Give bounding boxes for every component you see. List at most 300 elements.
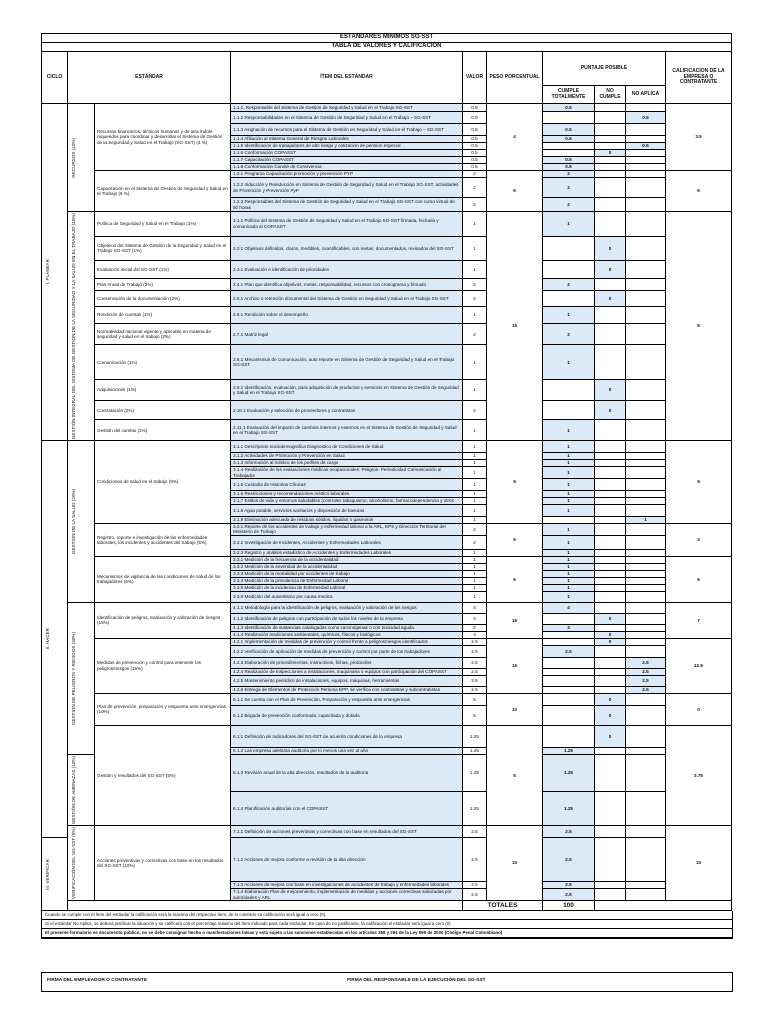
header-item: ÍTEM DEL ESTÁNDAR bbox=[231, 52, 463, 104]
no-aplica-value bbox=[626, 345, 666, 380]
table-row bbox=[42, 236, 732, 261]
item-valor: 0.5 bbox=[463, 157, 487, 164]
cumple-value: 1 bbox=[543, 584, 595, 591]
table-row bbox=[42, 524, 732, 536]
item-text: 1.2.3 Responsables del Sistema de Gestión de Seguridad y Salud en el Trabajo SG-SST con curso virtual de 50 horas bbox=[231, 198, 463, 212]
cumple-value: 1.25 bbox=[543, 754, 595, 791]
item-valor: 1 bbox=[463, 570, 487, 577]
item-valor: 5 bbox=[463, 705, 487, 725]
no-aplica-value bbox=[626, 535, 666, 549]
item-text: 6.1.2 Las empresa adelanta auditoría por lo menos una vez al año bbox=[231, 747, 463, 754]
area-label: VERIFICACIÓN DEL SG-SST (5%) bbox=[71, 826, 76, 899]
item-text: 3.3.6 Medición del ausentismo por causa medica bbox=[231, 591, 463, 602]
no-cumple-value bbox=[595, 441, 626, 453]
item-text: 3.3.1 Medición de la frecuencia de la accidentalidad bbox=[231, 556, 463, 563]
no-cumple-value bbox=[595, 104, 626, 112]
cumple-value bbox=[543, 143, 595, 150]
no-cumple-value bbox=[595, 517, 626, 524]
no-aplica-value bbox=[626, 754, 666, 791]
item-valor: 2.5 bbox=[463, 638, 487, 645]
no-cumple-value bbox=[595, 178, 626, 198]
no-cumple-value bbox=[595, 136, 626, 143]
form-title: ESTÁNDARES MÍNIMOS SG-SST bbox=[42, 34, 732, 43]
no-aplica-value bbox=[626, 825, 666, 837]
standard-name: Mecanismos de vigilancia de las condiciones de salud de los trabajadores (6%) bbox=[95, 556, 231, 602]
no-aplica-value bbox=[626, 198, 666, 212]
cumple-value bbox=[543, 638, 595, 645]
item-valor: 0.5 bbox=[463, 143, 487, 150]
area-label: GESTIÓN INTEGRAL DEL SISTEMA DE GESTIÓN DE LA SEGURIDAD Y LA SALUD EN EL TRABAJO (15%) bbox=[71, 213, 76, 440]
cumple-value bbox=[543, 517, 595, 524]
cumple-value: 1 bbox=[543, 498, 595, 505]
item-valor: 1 bbox=[463, 584, 487, 591]
item-valor: 0.5 bbox=[463, 136, 487, 143]
item-text: 3.2.2 Investigación de Incidentes, Accidentes y Enfermedades Laborales bbox=[231, 535, 463, 549]
notes bbox=[41, 911, 733, 939]
cumple-value: 2 bbox=[543, 171, 595, 178]
item-text: 4.1.3 Identificación de sustancias catalogadas como carcinógenas o con toxicidad aguda. bbox=[231, 624, 463, 631]
no-cumple-value bbox=[595, 164, 626, 171]
no-aplica-value bbox=[626, 563, 666, 570]
no-aplica-value bbox=[626, 613, 666, 624]
item-valor: 1 bbox=[463, 460, 487, 467]
no-cumple-value: 0 bbox=[595, 236, 626, 261]
standard-name: Normatividad nacional vigente y aplicable en materia de seguridad y salud en el trabajo (2%) bbox=[95, 324, 231, 345]
item-valor: 2 bbox=[463, 171, 487, 178]
item-valor: 4 bbox=[463, 602, 487, 613]
no-aplica-value bbox=[626, 178, 666, 198]
item-text: 3.1.8 Agua potable, servicios sanitarios y disposición de basuras bbox=[231, 505, 463, 517]
item-text: 3.1.2 Actividades de Promoción y Prevención en Salud bbox=[231, 453, 463, 460]
item-valor: 1 bbox=[463, 498, 487, 505]
cumple-value: 1 bbox=[543, 453, 595, 460]
cumple-value: 1 bbox=[543, 535, 595, 549]
ciclo-label: II. HACER bbox=[45, 628, 50, 650]
no-aplica-value bbox=[626, 380, 666, 401]
no-aplica-value bbox=[626, 124, 666, 136]
table-row bbox=[42, 441, 732, 453]
no-cumple-value: 0 bbox=[595, 613, 626, 624]
item-text: 5.1.1 Se cuenta con el Plan de Prevención, Preparación y respuesta ante emergencias bbox=[231, 693, 463, 705]
area-label: GESTIÓN DE LA SALUD (20%) bbox=[71, 488, 76, 555]
item-text: 1.1.2 Responsabilidades en el Sistema de Gestión de Seguridad y Salud en el Trabajo – SG-SST bbox=[231, 112, 463, 124]
cumple-value: 2 bbox=[543, 178, 595, 198]
item-valor: 3 bbox=[463, 624, 487, 631]
no-cumple-value bbox=[595, 467, 626, 479]
no-cumple-value bbox=[595, 549, 626, 556]
note-cumple: Cuando se cumple con el ítem del estándar la calificación será la máxima del respectivo ítem, de lo contrario su calificación será igual a cero (0). bbox=[42, 911, 732, 920]
header-peso: PESO PORCENTUAL bbox=[487, 52, 543, 104]
totals-row bbox=[42, 900, 732, 910]
sgsst-form bbox=[41, 33, 731, 939]
no-cumple-value: 0 bbox=[595, 725, 626, 747]
item-valor: 2 bbox=[463, 324, 487, 345]
no-aplica-value bbox=[626, 645, 666, 657]
item-text: 3.2.3 Registro y análisis estadístico de Accidentes y Enfermedades Laborales bbox=[231, 549, 463, 556]
item-valor: 1.25 bbox=[463, 754, 487, 791]
standard-name: Recursos financieros, técnicos humanos y de otra índole requeridos para coordinar y desarrollar el Sistema de Gestión de la Seguridad y Salud en el Trabajo (SG-SST) (4 %) bbox=[95, 104, 231, 171]
item-text: 2.6.1 Rendición sobre el desempeño bbox=[231, 306, 463, 324]
cumple-value bbox=[543, 112, 595, 124]
no-cumple-value bbox=[595, 668, 626, 675]
no-cumple-value bbox=[595, 324, 626, 345]
table-row bbox=[42, 345, 732, 380]
item-text: 5.1.2 Brigada de prevención conformada, capacitada y dotada bbox=[231, 705, 463, 725]
no-aplica-value bbox=[626, 420, 666, 441]
item-valor: 2 bbox=[463, 178, 487, 198]
no-aplica-value bbox=[626, 791, 666, 825]
standard-name: Política de Seguridad y Salud en el Trabajo (1%) bbox=[95, 212, 231, 237]
header-estandar: ESTÁNDAR bbox=[68, 52, 231, 104]
peso-porcentual: 15 bbox=[487, 212, 543, 441]
no-aplica-value: 0.5 bbox=[626, 112, 666, 124]
header-valor: VALOR bbox=[463, 52, 487, 104]
standard-name: Acciones preventivas y correctivas con base en los resultados del SG-SST (10%) bbox=[95, 825, 231, 900]
item-text: 3.3.2 Medición de la severidad de la accidentalidad bbox=[231, 563, 463, 570]
totals-peso: 100 bbox=[543, 900, 595, 910]
item-text: 1.1.4 Afiliación al Sistema General de Riesgos Laborales bbox=[231, 136, 463, 143]
standard-name: Evaluación inicial del SG-SST (1%) bbox=[95, 261, 231, 279]
area-cell bbox=[68, 104, 95, 212]
no-aplica-value bbox=[626, 212, 666, 237]
no-aplica-value bbox=[626, 278, 666, 290]
table-row bbox=[42, 212, 732, 237]
no-cumple-value bbox=[595, 124, 626, 136]
item-text: 7.1.1 Definición de acciones preventivas y correctivas con base en resultados del SG-SST bbox=[231, 825, 463, 837]
standard-name: Condiciones de salud en el trabajo (9%) bbox=[95, 441, 231, 524]
calificacion-value: 3.5 bbox=[666, 104, 732, 171]
item-text: 3.1.4 Realización de los evaluaciones médicas ocupacionales: Peligros- Periodicidad Comunicación al Trabajador bbox=[231, 467, 463, 479]
item-valor: 0.5 bbox=[463, 164, 487, 171]
totals-blank bbox=[68, 900, 463, 910]
item-valor: 1.25 bbox=[463, 791, 487, 825]
no-cumple-value bbox=[595, 889, 626, 901]
table-row bbox=[42, 420, 732, 441]
no-cumple-value bbox=[595, 453, 626, 460]
item-valor: 4 bbox=[463, 613, 487, 624]
item-text: 2.5.1 Archivo o retención documental del Sistema de Gestión en Seguridad y Salud en el Trabajo SG-SST bbox=[231, 291, 463, 307]
totals-label: TOTALES bbox=[463, 900, 543, 910]
cumple-value: 1 bbox=[543, 460, 595, 467]
no-aplica-value bbox=[626, 157, 666, 164]
no-aplica-value: 2.5 bbox=[626, 686, 666, 693]
cumple-value bbox=[543, 631, 595, 638]
signature-row bbox=[41, 972, 733, 992]
item-text: 2.10.1 Evaluación y selección de proveedores y contratistas bbox=[231, 401, 463, 420]
no-aplica-value bbox=[626, 556, 666, 563]
no-aplica-value bbox=[626, 491, 666, 498]
no-aplica-value bbox=[626, 638, 666, 645]
no-cumple-value bbox=[595, 791, 626, 825]
item-text: 3.2.1 Reporte de los accidentes de trabajo y enfermedad laboral a la ARL, EPS y Dirección Territorial del Ministerio de Trabajo bbox=[231, 524, 463, 536]
item-text: 2.4.1 Plan que identifica objetivos, metas, responsabilidad, recursos con cronograma y firmado bbox=[231, 278, 463, 290]
no-cumple-value bbox=[595, 657, 626, 668]
item-text: 3.3.3 Medición de la mortalidad por accidentes de trabajo bbox=[231, 570, 463, 577]
item-text: 1.1.6 Conformación COPASST bbox=[231, 150, 463, 157]
cumple-value bbox=[543, 693, 595, 705]
no-aplica-value bbox=[626, 324, 666, 345]
note-legal: El presente formulario es documento público, no se debe consignar hecho o manifestaciones falsas y está sujeto a las sanciones establecidas en los artículos 288 y 294 de la Ley 599 de 2000 (Código Penal Colombiano) bbox=[42, 929, 732, 938]
no-aplica-value bbox=[626, 747, 666, 754]
no-aplica-value bbox=[626, 498, 666, 505]
cumple-value bbox=[543, 725, 595, 747]
item-text: 4.2.2 Verificación de aplicación de medidas de prevención y control por parte de los trabajadores bbox=[231, 645, 463, 657]
no-cumple-value bbox=[595, 645, 626, 657]
cumple-value bbox=[543, 150, 595, 157]
cumple-value: 1 bbox=[543, 441, 595, 453]
no-cumple-value bbox=[595, 498, 626, 505]
item-valor: 1.25 bbox=[463, 725, 487, 747]
standard-name: Identificación de peligros, evaluación y valoración de riesgos (15%) bbox=[95, 602, 231, 638]
no-aplica-value bbox=[626, 479, 666, 491]
item-text: 2.8.1 Mecanismos de comunicación, auto reporte en Sistema de Gestión de Seguridad y Salud en el Trabajo SG-SST bbox=[231, 345, 463, 380]
standard-name: Capacitación en el Sistema de Gestión de Seguridad y Salud en el Trabajo (6 %) bbox=[95, 171, 231, 212]
no-aplica-value bbox=[626, 591, 666, 602]
cumple-value: 1.25 bbox=[543, 791, 595, 825]
item-text: 3.1.6 Restricciones y recomendaciones médico laborales bbox=[231, 491, 463, 498]
cumple-value bbox=[543, 236, 595, 261]
no-aplica-value: 2.5 bbox=[626, 657, 666, 668]
cumple-value: 2.5 bbox=[543, 882, 595, 889]
item-text: 1.1.1. Responsable del Sistema de Gestión de Seguridad y Salud en el Trabajo SG-SST bbox=[231, 104, 463, 112]
no-cumple-value: 0 bbox=[595, 705, 626, 725]
no-aplica-value bbox=[626, 401, 666, 420]
item-text: 1.2.2 Inducción y Reinducción en Sistema de Gestión de Seguridad y Salud en el Trabajo SG-SST, actividades de Promoción y Prevención PyP bbox=[231, 178, 463, 198]
table-row bbox=[42, 602, 732, 613]
no-aplica-value: 2.5 bbox=[626, 668, 666, 675]
table-row bbox=[42, 825, 732, 837]
no-cumple-value bbox=[595, 570, 626, 577]
item-valor: 2.5 bbox=[463, 645, 487, 657]
header-cumple: CUMPLE TOTALMENTE bbox=[543, 86, 595, 104]
calificacion-value: 6 bbox=[666, 171, 732, 212]
cumple-value: 2 bbox=[543, 278, 595, 290]
no-aplica-value: 1 bbox=[626, 517, 666, 524]
item-text: 3.1.1 Descripcion sociodemografica Diagnostico de Condiciones de Salud bbox=[231, 441, 463, 453]
item-valor: 2 bbox=[463, 291, 487, 307]
cumple-value: 0.5 bbox=[543, 124, 595, 136]
item-text: 6.1.3 Revisión anual de la alta dirección, resultados de la auditoría bbox=[231, 754, 463, 791]
no-aplica-value: 2.5 bbox=[626, 675, 666, 686]
header-calificacion: CALIFICACION DE LA EMPRESA O CONTRATANTE bbox=[666, 52, 732, 104]
no-cumple-value bbox=[595, 112, 626, 124]
header-no-aplica: NO APLICA bbox=[626, 86, 666, 104]
no-aplica-value bbox=[626, 291, 666, 307]
calificacion-value: 0 bbox=[666, 693, 732, 725]
no-cumple-value: 0 bbox=[595, 261, 626, 279]
item-valor: 1 bbox=[463, 306, 487, 324]
item-valor: 2.5 bbox=[463, 668, 487, 675]
item-valor: 2.5 bbox=[463, 837, 487, 881]
cumple-value bbox=[543, 657, 595, 668]
totals-blank-2 bbox=[595, 900, 732, 910]
cumple-value: 1 bbox=[543, 577, 595, 584]
calificacion-value: 6 bbox=[666, 556, 732, 602]
item-valor: 5 bbox=[463, 693, 487, 705]
no-cumple-value: 0 bbox=[595, 693, 626, 705]
no-aplica-value bbox=[626, 602, 666, 613]
standard-name: Rendición de cuentas (1%) bbox=[95, 306, 231, 324]
cumple-value bbox=[543, 705, 595, 725]
item-text: 2.9.1 Identificación, evaluación, para adquisición de productos y servicios en Sistema de Gestión de Seguridad y Salud en el Trabajo SG-SST bbox=[231, 380, 463, 401]
item-text: 3.1.7 Estilos de vida y entornos saludables (controles tabaquismo, alcoholismo, farmacodependencia y otros bbox=[231, 498, 463, 505]
ciclo-label: III. VERIFICAR bbox=[45, 858, 50, 890]
cumple-value: 4 bbox=[543, 602, 595, 613]
item-text: 6.1.4 Planificación auditorías con el COPASST bbox=[231, 791, 463, 825]
cumple-value: 1.25 bbox=[543, 747, 595, 754]
standard-name: Plan Anual de Trabajo (2%) bbox=[95, 278, 231, 290]
item-text: 1.1.3 Asignación de recursos para el Sistema de Gestión en Seguridad y Salud en el Trabajo – SG-SST bbox=[231, 124, 463, 136]
item-valor: 1 bbox=[463, 591, 487, 602]
no-aplica-value: 0.5 bbox=[626, 143, 666, 150]
standards-table bbox=[41, 33, 732, 911]
no-cumple-value bbox=[595, 584, 626, 591]
peso-porcentual: 9 bbox=[487, 441, 543, 524]
cumple-value bbox=[543, 613, 595, 624]
area-cell bbox=[68, 825, 95, 900]
cumple-value: 2.5 bbox=[543, 837, 595, 881]
table-row bbox=[42, 306, 732, 324]
cumple-value bbox=[543, 291, 595, 307]
area-cell bbox=[68, 754, 95, 825]
no-cumple-value bbox=[595, 747, 626, 754]
no-cumple-value: 0 bbox=[595, 401, 626, 420]
item-text: 3.1.5 Custodia de Historias Clínicas bbox=[231, 479, 463, 491]
item-text: 7.1.3 Acciones de mejora con base en investigaciones de accidentes de trabajo y enfermedades laborales bbox=[231, 882, 463, 889]
peso-porcentual: 6 bbox=[487, 556, 543, 602]
item-valor: 1 bbox=[463, 380, 487, 401]
header-no-cumple: NO CUMPLE bbox=[595, 86, 626, 104]
cumple-value: 2 bbox=[543, 198, 595, 212]
standard-name: Medidas de prevención y control para intervenir los peligros/riesgos (15%) bbox=[95, 638, 231, 693]
cumple-value: 1 bbox=[543, 345, 595, 380]
table-row bbox=[42, 171, 732, 178]
no-cumple-value: 0 bbox=[595, 631, 626, 638]
no-aplica-value bbox=[626, 837, 666, 881]
no-aplica-value bbox=[626, 467, 666, 479]
cumple-value: 0.5 bbox=[543, 136, 595, 143]
no-cumple-value bbox=[595, 524, 626, 536]
item-text: 4.2.6 Entrega de Elementos de Protección Persona EPP, se verifica con contratistas y subcontratistas bbox=[231, 686, 463, 693]
item-valor: 1 bbox=[463, 479, 487, 491]
item-text: 4.2.1 Implementación de medidas de prevención y control frente a peligros/riesgos identificados bbox=[231, 638, 463, 645]
area-cell bbox=[68, 441, 95, 603]
no-cumple-value bbox=[595, 825, 626, 837]
item-text: 4.1.1 Metodología para la identificación de peligros, evaluación y valoración de los riesgos bbox=[231, 602, 463, 613]
cumple-value: 3 bbox=[543, 624, 595, 631]
no-cumple-value: 0 bbox=[595, 291, 626, 307]
cumple-value: 2.5 bbox=[543, 825, 595, 837]
peso-porcentual: 5 bbox=[487, 524, 543, 557]
item-valor: 2.5 bbox=[463, 889, 487, 901]
item-valor: 1 bbox=[463, 441, 487, 453]
no-cumple-value bbox=[595, 602, 626, 613]
no-aplica-value bbox=[626, 136, 666, 143]
peso-porcentual: 15 bbox=[487, 638, 543, 693]
no-aplica-value bbox=[626, 306, 666, 324]
peso-porcentual: 4 bbox=[487, 104, 543, 171]
item-valor: 4 bbox=[463, 631, 487, 638]
ciclo-cell bbox=[42, 441, 68, 838]
no-aplica-value bbox=[626, 725, 666, 747]
item-text: 1.1.8 Conformación Comité de Convivencia bbox=[231, 164, 463, 171]
no-cumple-value bbox=[595, 505, 626, 517]
no-cumple-value bbox=[595, 591, 626, 602]
item-valor: 1 bbox=[463, 563, 487, 570]
item-valor: 1 bbox=[463, 212, 487, 237]
cumple-value: 0.5 bbox=[543, 104, 595, 112]
table-row bbox=[42, 291, 732, 307]
item-text: 4.2.5 Mantenimiento periódico de instalaciones, equipos, máquinas, herramientas bbox=[231, 675, 463, 686]
signature-employer: FIRMA DEL EMPLEADOR O CONTRATANTE bbox=[47, 978, 148, 983]
table-row bbox=[42, 556, 732, 563]
cumple-value bbox=[543, 675, 595, 686]
no-cumple-value bbox=[595, 686, 626, 693]
no-aplica-value bbox=[626, 624, 666, 631]
no-cumple-value: 0 bbox=[595, 638, 626, 645]
item-text: 7.1.2 Acciones de mejora conforme a revisión de la alta dirección bbox=[231, 837, 463, 881]
item-valor: 0.5 bbox=[463, 124, 487, 136]
item-valor: 1 bbox=[463, 467, 487, 479]
table-row bbox=[42, 693, 732, 705]
item-valor: 1 bbox=[463, 420, 487, 441]
no-aplica-value bbox=[626, 505, 666, 517]
area-label: GESTIÓN DE AMENAZAS (10%) bbox=[71, 755, 76, 824]
no-cumple-value bbox=[595, 171, 626, 178]
peso-porcentual: 15 bbox=[487, 602, 543, 638]
item-valor: 1 bbox=[463, 517, 487, 524]
cumple-value: 1 bbox=[543, 549, 595, 556]
form-subtitle: TABLA DE VALORES Y CALIFICACIÓN bbox=[42, 43, 732, 52]
item-valor: 1 bbox=[463, 505, 487, 517]
item-text: 2.2.1 Objetivos definidos, claros, medibles, cuantificables, con metas, documentados, revisados del SG-SST bbox=[231, 236, 463, 261]
area-cell bbox=[68, 602, 95, 754]
no-cumple-value bbox=[595, 345, 626, 380]
no-aplica-value bbox=[626, 164, 666, 171]
calificacion-value: 3 bbox=[666, 524, 732, 557]
no-aplica-value bbox=[626, 104, 666, 112]
no-aplica-value bbox=[626, 261, 666, 279]
no-aplica-value bbox=[626, 236, 666, 261]
cumple-value: 1 bbox=[543, 467, 595, 479]
no-cumple-value bbox=[595, 157, 626, 164]
cumple-value: 1 bbox=[543, 212, 595, 237]
cumple-value: 1 bbox=[543, 479, 595, 491]
item-text: 4.1.2 Identificación de peligros con participación de todos los niveles de la empresa bbox=[231, 613, 463, 624]
item-valor: 2.5 bbox=[463, 657, 487, 668]
no-cumple-value bbox=[595, 278, 626, 290]
standard-name: Comunicación (1%) bbox=[95, 345, 231, 380]
item-valor: 1 bbox=[463, 556, 487, 563]
peso-porcentual: 5 bbox=[487, 725, 543, 825]
no-aplica-value bbox=[626, 705, 666, 725]
area-label: RECURSOS (10%) bbox=[71, 137, 76, 178]
item-text: 1.1.5 Identificación de trabajadores de alto riesgo y cotizacion de pension especial bbox=[231, 143, 463, 150]
no-aplica-value bbox=[626, 453, 666, 460]
cumple-value: 2.5 bbox=[543, 889, 595, 901]
standard-name: Objetivos del Sistema de Gestión de la Seguridad y Salud en el Trabajo SG-SST (1%) bbox=[95, 236, 231, 261]
no-cumple-value bbox=[595, 563, 626, 570]
no-aplica-value bbox=[626, 631, 666, 638]
peso-porcentual: 10 bbox=[487, 693, 543, 725]
item-text: 3.1.9 Eliminación adecuada de residuos sólidos, líquidos o gaseosos bbox=[231, 517, 463, 524]
calificacion-value: 8 bbox=[666, 212, 732, 441]
no-cumple-value bbox=[595, 754, 626, 791]
table-row bbox=[42, 638, 732, 645]
item-text: 4.2.3 Elaboración de procedimientos, instructivos, fichas, protocolos bbox=[231, 657, 463, 668]
item-text: 3.3.4 Medición de la prevalencia de Enfermedad Laboral bbox=[231, 577, 463, 584]
table-row bbox=[42, 104, 732, 112]
